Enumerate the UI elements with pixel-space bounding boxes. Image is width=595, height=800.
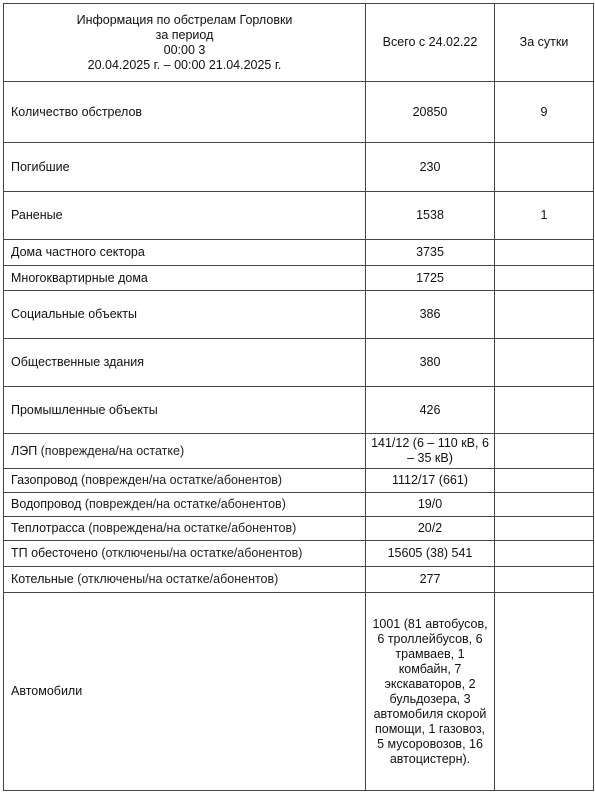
row-label	[4, 517, 366, 541]
row-label	[4, 291, 366, 339]
cell-total: 230	[366, 143, 495, 192]
table-row	[4, 82, 594, 143]
row-label-main: Промышленные объекты	[11, 402, 158, 417]
row-label-main: Раненые	[11, 208, 63, 222]
row-label-main: Социальные объекты	[11, 307, 137, 321]
table-row	[4, 143, 594, 192]
table-row	[4, 339, 594, 387]
table-row	[4, 434, 594, 469]
row-label-main: ТП обесточено	[11, 546, 98, 560]
row-label-note: (повреждена/на остатке)	[37, 443, 185, 458]
cell-total: 3735	[366, 240, 495, 266]
row-label-note: (повреждена/на остатке/абонентов)	[84, 521, 297, 535]
cell-day	[495, 387, 594, 434]
title-line: Информация по обстрелам Горловки	[76, 12, 293, 27]
cell-total: 15605 (38) 541	[366, 541, 495, 567]
row-label	[4, 339, 366, 387]
cell-day	[495, 291, 594, 339]
cell-day: 9	[495, 82, 594, 143]
cell-day	[495, 469, 594, 493]
row-label-main: Количество обстрелов	[11, 104, 143, 119]
table-row	[4, 567, 594, 593]
cell-total: 20/2	[366, 517, 495, 541]
row-label-note: (поврежден/на остатке/абонентов)	[81, 497, 286, 511]
cell-day	[495, 339, 594, 387]
row-label-note: (отключены/на остатке/абонентов)	[97, 546, 303, 560]
row-label	[4, 143, 366, 192]
header-row	[4, 4, 594, 82]
table-row	[4, 192, 594, 240]
table-row	[4, 493, 594, 517]
row-label-main: Погибшие	[11, 159, 70, 174]
table-row	[4, 593, 594, 791]
cell-total: 380	[366, 339, 495, 387]
table-row	[4, 517, 594, 541]
row-label	[4, 192, 366, 240]
cell-total: 1001 (81 автобусов, 6 троллейбусов, 6 трамваев, 1 комбайн, 7 экскаваторов, 2 бульдозера, 3 автомобиля скорой помощи, 1 газовоз, 5 мусоровозов, 16 автоцистерн).	[366, 593, 495, 791]
cell-day	[495, 517, 594, 541]
cell-day	[495, 593, 594, 791]
title-line: за период	[155, 27, 214, 42]
row-label	[4, 567, 366, 593]
title-line: 20.04.2025 г. – 00:00 21.04.2025 г.	[87, 57, 282, 72]
cell-total: 20850	[366, 82, 495, 143]
table-row	[4, 291, 594, 339]
row-label	[4, 469, 366, 493]
cell-day	[495, 493, 594, 517]
cell-day	[495, 567, 594, 593]
cell-day	[495, 240, 594, 266]
row-label-note: (отключены/на остатке/абонентов)	[73, 572, 279, 586]
row-label-main: Дома частного сектора	[11, 245, 145, 259]
column-header-total: Всего с 24.02.22	[366, 4, 495, 82]
row-label-main: Многоквартирные дома	[11, 270, 148, 285]
table-row	[4, 240, 594, 266]
row-label	[4, 593, 366, 791]
cell-total: 19/0	[366, 493, 495, 517]
cell-day	[495, 143, 594, 192]
row-label-main: Водопровод	[11, 497, 82, 511]
row-label-main: Котельные	[11, 572, 74, 586]
row-label-main: Теплотрасса	[11, 521, 85, 535]
table-row	[4, 266, 594, 291]
cell-total: 1725	[366, 266, 495, 291]
table-row	[4, 541, 594, 567]
row-label	[4, 240, 366, 266]
row-label	[4, 266, 366, 291]
row-label-main: Автомобили	[11, 684, 83, 698]
cell-day	[495, 541, 594, 567]
cell-total: 426	[366, 387, 495, 434]
row-label-note: (поврежден/на остатке/абонентов)	[77, 473, 283, 487]
row-label-main: Общественные здания	[11, 355, 144, 369]
cell-day	[495, 266, 594, 291]
cell-total: 1112/17 (661)	[366, 469, 495, 493]
cell-total: 277	[366, 567, 495, 593]
cell-total: 141/12 (6 – 110 кВ, 6 – 35 кВ)	[366, 434, 495, 469]
row-label	[4, 541, 366, 567]
title-line: 00:00 3	[163, 42, 206, 57]
row-label	[4, 82, 366, 143]
table-row	[4, 469, 594, 493]
row-label-main: Газопровод	[11, 473, 78, 487]
cell-day: 1	[495, 192, 594, 240]
row-label	[4, 493, 366, 517]
table-row	[4, 387, 594, 434]
row-label-main: ЛЭП	[11, 443, 38, 458]
row-label	[4, 434, 366, 469]
cell-total: 386	[366, 291, 495, 339]
report-title	[4, 4, 366, 82]
column-header-day: За сутки	[495, 4, 594, 82]
cell-total: 1538	[366, 192, 495, 240]
shelling-report-table	[3, 3, 594, 791]
row-label	[4, 387, 366, 434]
cell-day	[495, 434, 594, 469]
